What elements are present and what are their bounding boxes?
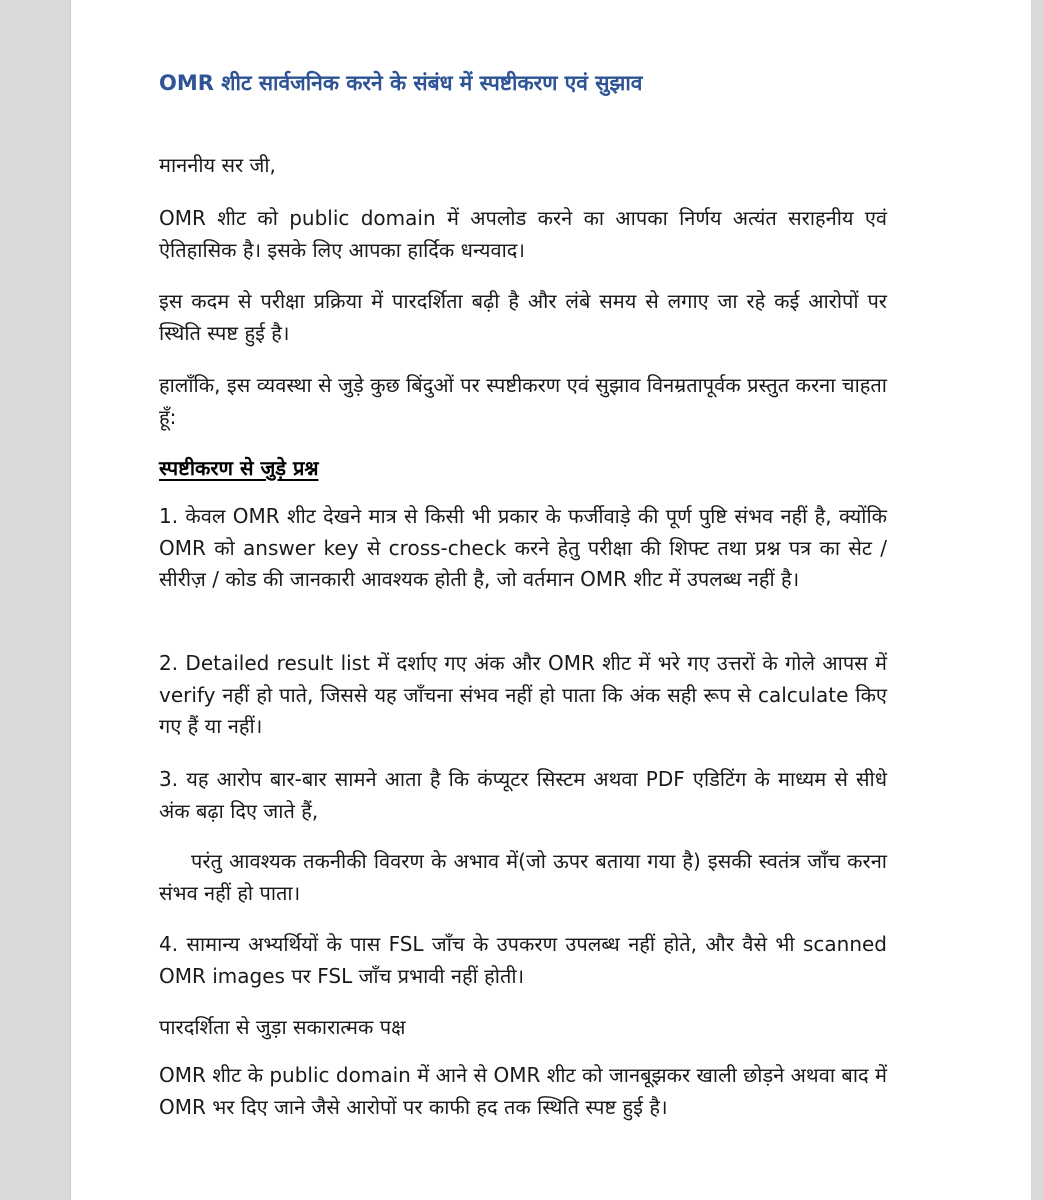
paragraph-appreciation: OMR शीट को public domain में अपलोड करने का आपका निर्णय अत्यंत सराहनीय एवं ऐतिहासिक है। इसके लिए आपका हार्दिक धन्यवाद।	[159, 206, 887, 262]
point-3: 3. यह आरोप बार-बार सामने आता है कि कंप्यूटर सिस्टम अथवा PDF एडिटिंग के माध्यम से सीधे अंक बढ़ा दिए जाते हैं,	[159, 767, 887, 823]
document-page	[70, 0, 1031, 1200]
point-1: 1. केवल OMR शीट देखने मात्र से किसी भी प्रकार के फर्जीवाड़े की पूर्ण पुष्टि संभव नहीं है, क्योंकि OMR को answer key से cross-check करने हेतु परीक्षा की शिफ्ट तथा प्रश्न पत्र का सेट / सीरीज़ / कोड की जानकारी आवश्यक होती है, जो वर्तमान OMR शीट में उपलब्ध नहीं है।	[159, 504, 887, 591]
paragraph-transparency: इस कदम से परीक्षा प्रक्रिया में पारदर्शिता बढ़ी है और लंबे समय से लगाए जा रहे कई आरोपों पर स्थिति स्पष्ट हुई है।	[159, 289, 887, 345]
point-2: 2. Detailed result list में दर्शाए गए अंक और OMR शीट में भरे गए उत्तरों के गोले आपस में verify नहीं हो पाते, जिससे यह जाँचना संभव नहीं हो पाता कि अंक सही रूप से calculate किए गए हैं या नहीं।	[159, 651, 887, 738]
paragraph-final: OMR शीट के public domain में आने से OMR शीट को जानबूझकर खाली छोड़ने अथवा बाद में OMR भर दिए जाने जैसे आरोपों पर काफी हद तक स्थिति स्पष्ट हुई है।	[159, 1063, 887, 1119]
section-heading-clarification: स्पष्टीकरण से जुड़े प्रश्न	[159, 456, 319, 480]
point-4: 4. सामान्य अभ्यर्थियों के पास FSL जाँच के उपकरण उपलब्ध नहीं होते, और वैसे भी scanned OMR images पर FSL जाँच प्रभावी नहीं होती।	[159, 932, 887, 988]
salutation: माननीय सर जी,	[159, 153, 276, 177]
point-3-continuation: परंतु आवश्यक तकनीकी विवरण के अभाव में(जो ऊपर बताया गया है) इसकी स्वतंत्र जाँच करना संभव नहीं हो पाता।	[159, 849, 887, 905]
positive-aspect-heading: पारदर्शिता से जुड़ा सकारात्मक पक्ष	[159, 1015, 406, 1039]
paragraph-intro-points: हालाँकि, इस व्यवस्था से जुड़े कुछ बिंदुओं पर स्पष्टीकरण एवं सुझाव विनम्रतापूर्वक प्रस्तुत करना चाहता हूँ:	[159, 373, 887, 429]
document-title: OMR शीट सार्वजनिक करने के संबंध में स्पष्टीकरण एवं सुझाव	[159, 71, 643, 95]
